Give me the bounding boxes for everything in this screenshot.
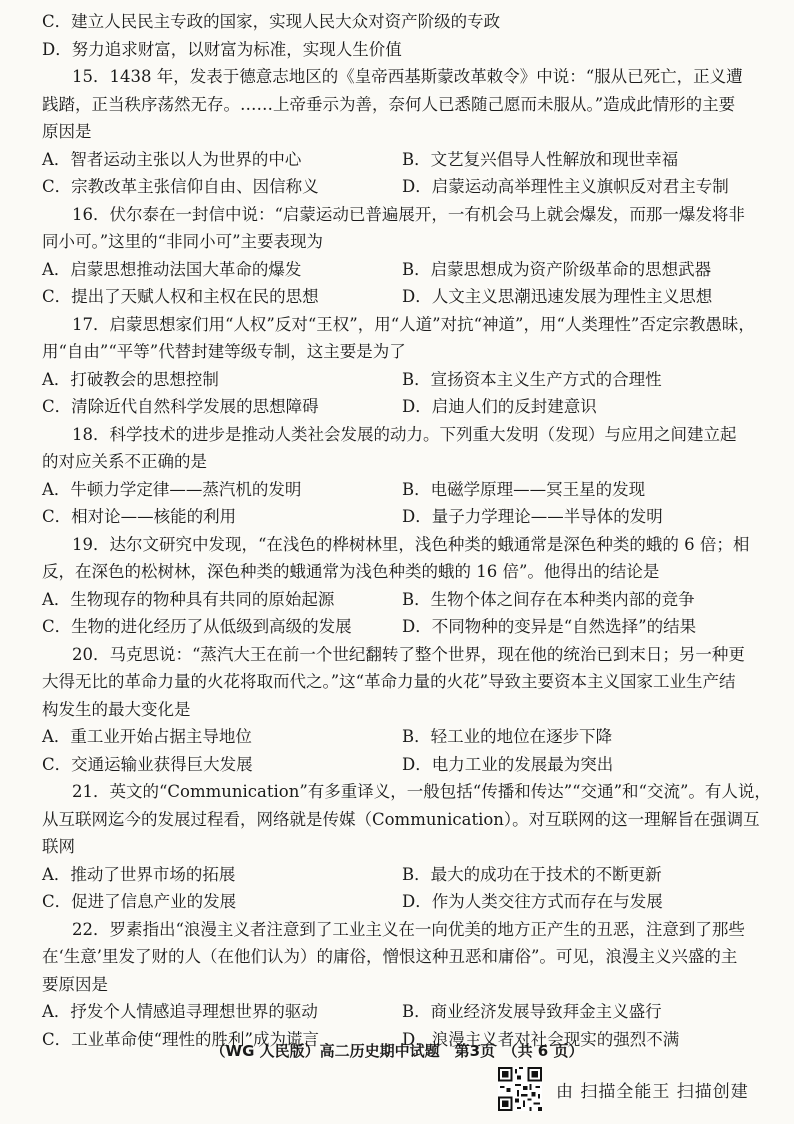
question-stem-line: 21．英文的“Communication”有多重译义，一般包括“传播和传达”“交通”和“交流”。有人说，: [72, 782, 771, 801]
option-text: A．打破教会的思想控制: [42, 369, 219, 389]
option-row: [42, 586, 780, 614]
question-stem-line: 用“自由”“平等”代替封建等级专制，这主要是为了: [42, 342, 406, 361]
option-text: C．宗教改革主张信仰自由、因信称义: [42, 177, 319, 196]
question-item: [42, 916, 780, 1054]
option-row: [42, 861, 780, 889]
question-stem-line: 原因是: [42, 122, 92, 141]
option-text: D．电力工业的发展最为突出: [402, 754, 614, 774]
option-text: D．不同物种的变异是“自然选择”的结果: [402, 617, 697, 636]
question-stem-line: 的对应关系不正确的是: [42, 452, 207, 471]
question-stem-line: 15．1438 年，发表于德意志地区的《皇帝西基斯蒙改革敕令》中说：“服从已死亡，正义遭: [72, 67, 743, 86]
question-item: [42, 63, 780, 201]
option-text: A．启蒙思想推动法国大革命的爆发: [42, 259, 302, 279]
option-text: D．努力追求财富，以财富为标准，实现人生价值: [42, 39, 402, 59]
question-stem-line: 构发生的最大变化是: [42, 699, 191, 719]
option-text: D．作为人类交往方式而存在与发展: [402, 892, 663, 911]
option-text: D．浪漫主义者对社会现实的强烈不满: [402, 1029, 680, 1049]
option-text: D．人文主义思潮迅速发展为理性主义思想: [402, 287, 713, 306]
option-text: C．促进了信息产业的发展: [42, 892, 237, 911]
option-row: [42, 723, 780, 751]
question-stem-line: 20．马克思说：“蒸汽大王在前一个世纪翻转了整个世界，现在他的统治已到末日；另一种更: [72, 644, 745, 664]
option-row: [42, 751, 780, 779]
question-stem-line: 要原因是: [42, 974, 108, 994]
question-stem-line: 从互联网迄今的发展过程看，网络就是传媒（Communication）。对互联网的这一理解旨在强调互: [42, 809, 760, 829]
question-stem-line: 联网: [42, 837, 75, 856]
question-stem-line: 17．启蒙思想家们用“人权”反对“王权”，用“人道”对抗“神道”，用“人类理性”否定宗教愚昧，: [72, 314, 755, 334]
question-stem-line: 在‘生意’里发了财的人（在他们认为）的庸俗，憎恨这种丑恶和庸俗”。可见，浪漫主义兴盛的主: [42, 947, 738, 966]
option-text: C．提出了天赋人权和主权在民的思想: [42, 287, 319, 306]
option-text: C．生物的进化经历了从低级到高级的发展: [42, 617, 352, 636]
option-text: B．轻工业的地位在逐步下降: [402, 727, 613, 746]
option-row: [42, 476, 780, 504]
question-stem-line: 同小可。”这里的“非同小可”主要表现为: [42, 232, 324, 251]
option-text: B．宣扬资本主义生产方式的合理性: [402, 369, 662, 389]
option-row: [42, 256, 780, 284]
option-text: D．启迪人们的反封建意识: [402, 397, 597, 416]
option-text: B．生物个体之间存在本种类内部的竞争: [402, 589, 695, 609]
option-row: [42, 393, 780, 421]
option-text: B．启蒙思想成为资产阶级革命的思想武器: [402, 259, 712, 279]
option-row: [42, 283, 780, 311]
option-row: [42, 613, 780, 641]
question-content: [42, 8, 780, 1053]
option-row: [42, 173, 780, 201]
option-text: B．最大的成功在于技术的不断更新: [402, 864, 662, 884]
question-stem-line: 践踏，正当秩序荡然无存。……上帝垂示为善，奈何人已悉随己愿而未服从。”造成此情形的主要: [42, 94, 736, 114]
question-item: [42, 421, 780, 531]
option-row: [42, 998, 780, 1026]
option-row: [42, 503, 780, 531]
option-text: A．重工业开始占据主导地位: [42, 727, 252, 746]
option-text: B．文艺复兴倡导人性解放和现世幸福: [402, 149, 679, 169]
question-item: [42, 311, 780, 421]
option-row: [42, 146, 780, 174]
option-text: C．建立人民民主专政的国家，实现人民大众对资产阶级的专政: [42, 12, 501, 31]
question-item: [42, 531, 780, 641]
option-text: A．生物现存的物种具有共同的原始起源: [42, 589, 335, 609]
qr-code-icon: [498, 1067, 542, 1111]
question-item: [42, 641, 780, 779]
top-option-c: [42, 8, 780, 36]
option-text: C．工业革命使“理性的胜利”成为谎言: [42, 1029, 319, 1049]
question-stem-line: 18．科学技术的进步是推动人类社会发展的动力。下列重大发明（发现）与应用之间建立起: [72, 424, 737, 444]
question-item: [42, 778, 780, 916]
option-text: B．商业经济发展导致拜金主义盛行: [402, 1002, 662, 1021]
question-item: [42, 201, 780, 311]
option-row: [42, 366, 780, 394]
questions-list: [42, 63, 780, 1053]
option-text: A．牛顿力学定律——蒸汽机的发明: [42, 479, 302, 499]
question-stem-line: 反，在深色的松树林，深色种类的蛾通常为浅色种类的蛾的 16 倍”。他得出的结论是: [42, 562, 660, 581]
option-text: A．推动了世界市场的拓展: [42, 864, 236, 884]
page-footer: （WG 人民版）高二历史期中试题 第3页 （共 6 页）: [210, 1042, 584, 1060]
option-text: A．智者运动主张以人为世界的中心: [42, 149, 302, 169]
option-text: C．相对论——核能的利用: [42, 507, 237, 526]
question-stem-line: 16．伏尔泰在一封信中说：“启蒙运动已普遍展开，一有机会马上就会爆发，而那一爆发将非: [72, 204, 745, 224]
scanner-text: 由 扫描全能王 扫描创建: [556, 1081, 749, 1102]
option-text: D．量子力学理论——半导体的发明: [402, 507, 663, 526]
scanner-watermark: [498, 1064, 749, 1114]
option-text: D．启蒙运动高举理性主义旗帜反对君主专制: [402, 177, 729, 196]
option-text: C．清除近代自然科学发展的思想障碍: [42, 397, 319, 416]
question-stem-line: 大得无比的革命力量的火花将取而代之。”这“革命力量的火花”导致主要资本主义国家工业生产结: [42, 672, 736, 691]
option-text: B．电磁学原理——冥王星的发现: [402, 479, 646, 499]
question-stem-line: 22．罗素指出“浪漫主义者注意到了工业主义在一向优美的地方正产生的丑恶，注意到了那些: [72, 919, 745, 939]
option-text: C．交通运输业获得巨大发展: [42, 754, 253, 774]
question-stem-line: 19．达尔文研究中发现，“在浅色的桦树林里，浅色种类的蛾通常是深色种类的蛾的 6 倍；相: [72, 534, 750, 554]
top-option-d: [42, 36, 780, 64]
option-text: A．抒发个人情感追寻理想世界的驱动: [42, 1002, 318, 1021]
option-row: [42, 888, 780, 916]
